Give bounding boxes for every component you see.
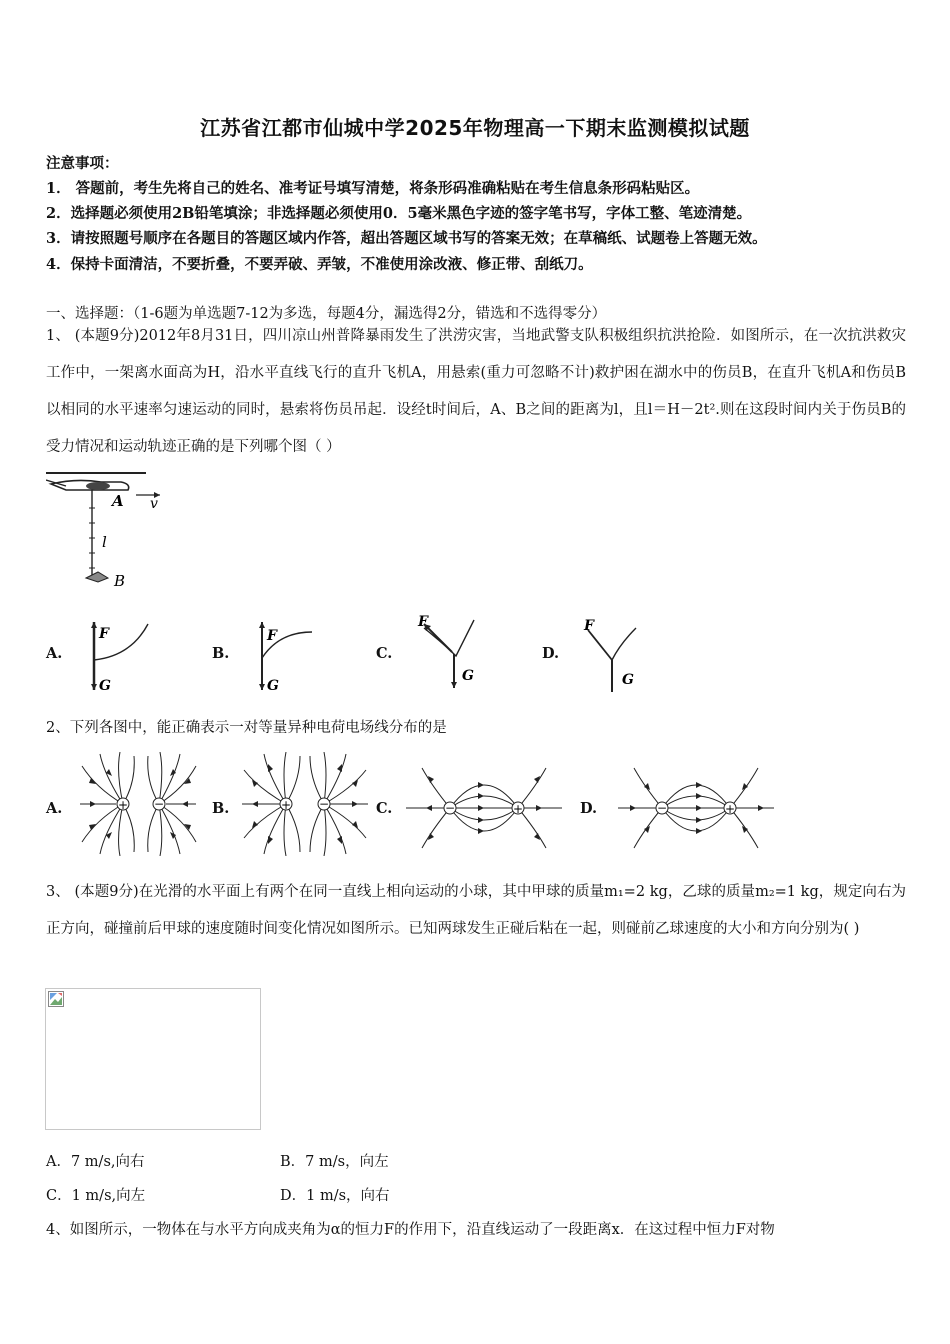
q1-option-b-label[interactable]: B. — [212, 645, 230, 662]
page-title: 江苏省江都市仙城中学2025年物理高一下期末监测模拟试题 — [200, 116, 750, 140]
q1-option-a-label[interactable]: A. — [46, 645, 63, 662]
q2-option-a-figure — [76, 752, 202, 856]
broken-image-icon — [48, 991, 64, 1007]
q2-option-c-figure — [402, 760, 566, 856]
notice-item-4: 4．保持卡面清洁，不要折叠，不要弄破、弄皱，不准使用涂改液、修正带、刮纸刀。 — [46, 256, 593, 273]
q1a-f-label: F — [99, 626, 109, 642]
q2d-minus: − — [656, 801, 668, 815]
question-3-text: 3、 (本题9分)在光滑的水平面上有两个在同一直线上相向运动的小球，其中甲球的质量m₁=2 kg，乙球的质量m₂=1 kg，规定向右为正方向，碰撞前后甲球的速度随时间变化情况如图所示。已知两球发生正碰后粘在一起，则碰前乙球速度的大小和方向分别为( ) — [46, 884, 906, 937]
q3-option-b[interactable]: B．7 m/s，向左 — [280, 1154, 389, 1170]
question-4-text: 4、如图所示，一物体在与水平方向成夹角为α的恒力F的作用下，沿直线运动了一段距离x．在这过程中恒力F对物 — [46, 1222, 775, 1238]
section-heading: 一、选择题：（1-6题为单选题7-12为多选，每题4分，漏选得2分，错选和不选得零分） — [46, 306, 607, 322]
notice-item-2: 2．选择题必须使用2B铅笔填涂；非选择题必须使用0．5毫米黑色字迹的签字笔书写，字体工整、笔迹清楚。 — [46, 205, 752, 222]
q2-option-d-label[interactable]: D. — [580, 800, 598, 817]
q1-option-d-figure — [580, 614, 656, 694]
fig-label-v: v — [150, 496, 158, 512]
q1c-g-label: G — [462, 668, 474, 684]
q1c-f-label: F — [418, 614, 428, 630]
q2a-plus: + — [117, 798, 129, 812]
q1d-g-label: G — [622, 672, 634, 688]
notice-item-3: 3．请按照题号顺序在各题目的答题区域内作答，超出答题区域书写的答案无效；在草稿纸、试题卷上答题无效。 — [46, 230, 767, 247]
q1a-g-label: G — [99, 678, 111, 694]
fig-label-b: B — [114, 572, 126, 590]
q3-graph-placeholder — [45, 988, 261, 1130]
q1d-f-label: F — [584, 618, 594, 634]
q2b-minus: − — [318, 797, 330, 811]
notice-heading: 注意事项： — [46, 155, 119, 172]
q2c-minus: − — [444, 801, 456, 815]
q2c-plus: + — [512, 802, 524, 816]
q1-option-d-label[interactable]: D. — [542, 645, 560, 662]
q2-option-b-figure — [238, 752, 372, 856]
q1b-f-label: F — [267, 628, 277, 644]
q1-option-a-figure — [86, 618, 156, 694]
q1-option-b-figure — [254, 618, 324, 694]
question-1-text: 1、 (本题9分)2012年8月31日，四川凉山州普降暴雨发生了洪涝灾害，当地武警支队积极组织抗洪抢险．如图所示，在一次抗洪救灾工作中，一架离水面高为H，沿水平直线飞行的直升飞机A，用悬索(重力可忽略不计)救护困在湖水中的伤员B，在直升飞机A和伤员B以相同的水平速率匀速运动的同时，悬索将伤员吊起．设经t时间后，A、B之间的距离为l，且l＝H－2t².则在这段时间内关于伤员B的受力情况和运动轨迹正确的是下列哪个图（ ） — [46, 328, 906, 455]
q3-option-a[interactable]: A．7 m/s,向右 — [46, 1154, 145, 1170]
q1-option-c-label[interactable]: C. — [376, 645, 393, 662]
fig-label-l: l — [102, 533, 107, 551]
q1-option-c-figure — [414, 614, 490, 694]
q3-option-c[interactable]: C．1 m/s,向左 — [46, 1188, 146, 1204]
q2b-plus: + — [280, 798, 292, 812]
q2-option-b-label[interactable]: B. — [212, 800, 230, 817]
q2-option-c-label[interactable]: C. — [376, 800, 393, 817]
q2-option-a-label[interactable]: A. — [46, 800, 63, 817]
q2a-minus: − — [153, 797, 165, 811]
fig-label-a: A — [112, 492, 124, 510]
notice-item-1: 1． 答题前，考生先将自己的姓名、准考证号填写清楚，将条形码准确粘贴在考生信息条形码粘贴区。 — [46, 180, 700, 197]
q1b-g-label: G — [267, 678, 279, 694]
q2-option-d-figure — [614, 760, 778, 856]
q2d-plus: + — [724, 802, 736, 816]
helicopter-figure — [46, 468, 171, 593]
question-2-text: 2、下列各图中，能正确表示一对等量异种电荷电场线分布的是 — [46, 720, 447, 736]
q3-option-d[interactable]: D．1 m/s，向右 — [280, 1188, 390, 1204]
